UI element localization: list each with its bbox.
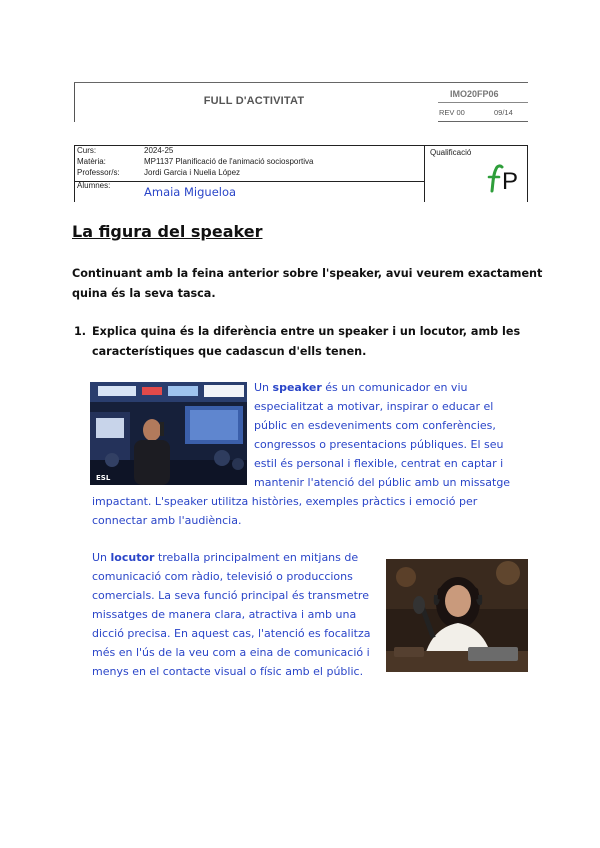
answer-line: Un locutor treballa principalment en mitjans de: [92, 551, 359, 564]
question-1: [72, 322, 532, 362]
answer-line: comunicació com ràdio, televisió o produccions: [92, 570, 353, 583]
answer-line: Un speaker és un comunicador en viu: [254, 381, 468, 394]
student-name: Amaia Migueloa: [144, 185, 237, 199]
locutor-term: locutor: [110, 551, 155, 564]
answer-line: públic en esdeveniments com conferències,: [254, 419, 496, 432]
label-subject: Matèria:: [77, 157, 106, 166]
answer-line: connectar amb l'audiència.: [92, 514, 242, 527]
fp-logo-icon: [486, 161, 522, 195]
question-number: 1.: [74, 325, 87, 338]
answer-line: impactant. L'speaker utilitza històries, exemples pràctics i emoció per: [92, 495, 478, 508]
intro-line: quina és la seva tasca.: [72, 287, 216, 300]
value-course: 2024-25: [144, 146, 174, 155]
info-table: [74, 145, 528, 202]
answer-line: menys en el contacte visual o físic amb el públic.: [92, 665, 364, 678]
value-subject: MP1137 Planificació de l'animació sociosportiva: [144, 157, 314, 166]
radio-host-photo: [386, 559, 528, 672]
answer-line: més en l'ús de la veu com a eina de comunicació i: [92, 646, 370, 659]
page-number: 09/14: [494, 108, 513, 117]
document-header: [74, 82, 528, 122]
answer-line: dicció precisa. En aquest cas, l'atenció es focalitza: [92, 627, 371, 640]
photo-caption: ESL: [96, 474, 111, 482]
answer-line: estil és personal i flexible, centrat en captar i: [254, 457, 504, 470]
locutor-answer: [92, 548, 382, 681]
label-course: Curs:: [77, 146, 97, 155]
speaker-answer: [92, 378, 530, 530]
answer-line: congressos o presentacions públiques. El seu: [254, 438, 504, 451]
question-line: Explica quina és la diferència entre un speaker i un locutor, amb les: [92, 325, 521, 338]
question-line: característiques que cadascun d'ells tenen.: [92, 345, 367, 358]
label-teachers: Professor/s:: [77, 168, 120, 177]
intro-line: Continuant amb la feina anterior sobre l'speaker, avui veurem exactament: [72, 267, 543, 280]
header-title: FULL D'ACTIVITAT: [203, 95, 305, 107]
answer-line: mantenir l'atenció del públic amb un missatge: [254, 476, 511, 489]
answer-line: especialitzat a motivar, inspirar o educar el: [254, 400, 494, 413]
answer-line: comercials. La seva funció principal és transmetre: [92, 589, 369, 602]
document-title: La figura del speaker: [72, 222, 263, 241]
speaker-term: speaker: [272, 381, 322, 394]
svg-text:P: P: [502, 168, 519, 195]
value-teachers: Jordi Garcia i Nuelia López: [144, 168, 241, 177]
qualification-label: Qualificació: [430, 148, 472, 157]
label-students: Alumnes:: [77, 181, 111, 190]
intro-paragraph: [72, 264, 543, 304]
revision: REV 00: [439, 108, 465, 117]
document-code: IMO20FP06: [450, 89, 499, 99]
answer-line: missatges de manera clara, atractiva i amb una: [92, 608, 357, 621]
